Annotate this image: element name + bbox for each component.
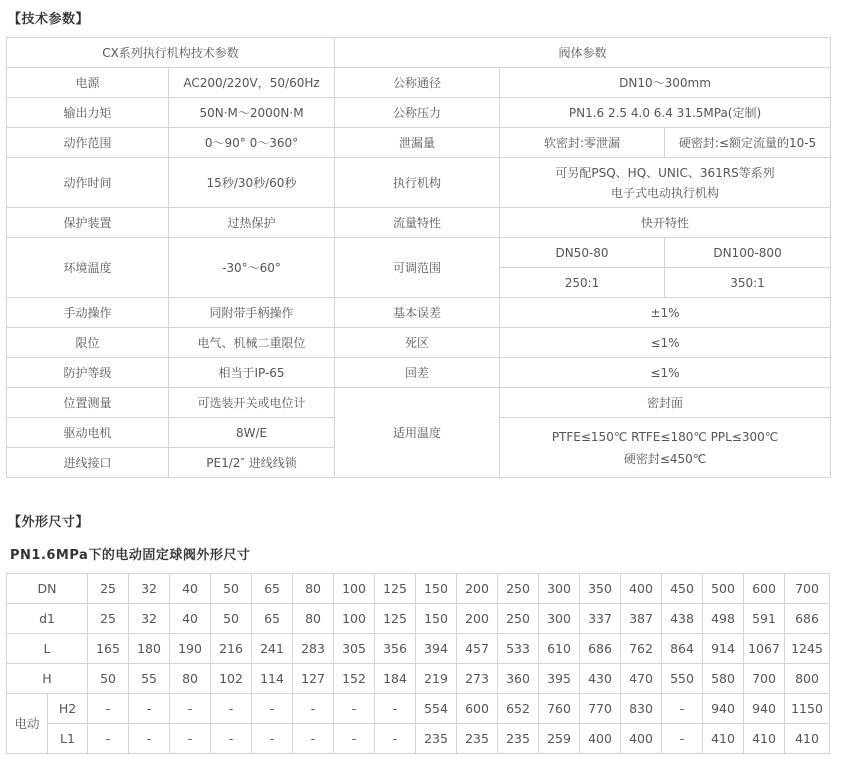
dimension-value: 700 <box>785 574 830 604</box>
param-value-line: 可另配PSQ、HQ、UNIC、361RS等系列 <box>555 165 775 180</box>
row-label: H <box>7 664 88 694</box>
dimension-value: 200 <box>457 574 498 604</box>
dimension-value: 235 <box>498 724 539 754</box>
dimension-value: - <box>293 724 334 754</box>
param-label: 适用温度 <box>335 388 500 478</box>
dimension-value: 1245 <box>785 634 830 664</box>
table-row <box>7 604 830 634</box>
dimension-value: 800 <box>785 664 830 694</box>
tech-params-table <box>6 37 831 478</box>
dimension-value: 125 <box>375 574 416 604</box>
row-label: DN <box>7 574 88 604</box>
param-label: 可调范围 <box>335 238 500 298</box>
dimension-value: 250 <box>498 604 539 634</box>
dimension-value: 686 <box>580 634 621 664</box>
dimension-value: 610 <box>539 634 580 664</box>
param-label: 执行机构 <box>335 158 500 208</box>
dimension-value: 235 <box>416 724 457 754</box>
dimension-value: 50 <box>88 664 129 694</box>
dimension-value: 125 <box>375 604 416 634</box>
dimension-value: 337 <box>580 604 621 634</box>
param-label: 防护等级 <box>7 358 169 388</box>
dimension-value: 127 <box>293 664 334 694</box>
dimension-value: 450 <box>662 574 703 604</box>
param-value: 快开特性 <box>500 208 831 238</box>
dimension-value: 410 <box>703 724 744 754</box>
dimension-value: 40 <box>170 604 211 634</box>
dimension-value: 350 <box>580 574 621 604</box>
dimension-value: 300 <box>539 604 580 634</box>
param-label: 保护装置 <box>7 208 169 238</box>
dimension-value: - <box>211 694 252 724</box>
param-label: 公称压力 <box>335 98 500 128</box>
dimension-value: - <box>252 724 293 754</box>
param-value: 同附带手柄操作 <box>169 298 335 328</box>
dimension-value: 914 <box>703 634 744 664</box>
table-row <box>7 694 830 724</box>
dimension-value: - <box>129 694 170 724</box>
dimension-value: 219 <box>416 664 457 694</box>
dimension-value: 80 <box>293 604 334 634</box>
dimension-value: 25 <box>88 604 129 634</box>
dimension-value: 25 <box>88 574 129 604</box>
range-value: 350:1 <box>665 268 831 298</box>
param-label: 环境温度 <box>7 238 169 298</box>
tech-params-heading: 【技术参数】 <box>8 12 90 27</box>
param-value: -30°～60° <box>169 238 335 298</box>
param-value <box>500 418 831 478</box>
dimension-value: 241 <box>252 634 293 664</box>
dimension-value: 457 <box>457 634 498 664</box>
dimension-value: - <box>129 724 170 754</box>
dimension-value: - <box>252 694 293 724</box>
dimension-value: 600 <box>457 694 498 724</box>
dimension-value: 360 <box>498 664 539 694</box>
range-value: 250:1 <box>500 268 665 298</box>
param-value: ≤1% <box>500 358 831 388</box>
dimension-value: 180 <box>129 634 170 664</box>
dimension-value: 152 <box>334 664 375 694</box>
dimension-value: 32 <box>129 604 170 634</box>
param-value: 可选装开关或电位计 <box>169 388 335 418</box>
param-value: PN1.6 2.5 4.0 6.4 31.5MPa(定制) <box>500 98 831 128</box>
dimension-value: - <box>88 724 129 754</box>
dimension-value: 100 <box>334 574 375 604</box>
param-value: 15秒/30秒/60秒 <box>169 158 335 208</box>
param-label: 公称通径 <box>335 68 500 98</box>
dimension-value: 387 <box>621 604 662 634</box>
row-label: d1 <box>7 604 88 634</box>
dimension-value: 356 <box>375 634 416 664</box>
param-value-line: 电子式电动执行机构 <box>611 185 720 200</box>
param-label: 死区 <box>335 328 500 358</box>
dimension-value: 165 <box>88 634 129 664</box>
dimension-value: 114 <box>252 664 293 694</box>
electric-group-label: 电动 <box>7 694 48 754</box>
param-label: 手动操作 <box>7 298 169 328</box>
dimension-value: 762 <box>621 634 662 664</box>
dimension-value: 250 <box>498 574 539 604</box>
dimension-value: - <box>375 724 416 754</box>
dimension-value: 235 <box>457 724 498 754</box>
dimension-value: 300 <box>539 574 580 604</box>
dimension-value: 438 <box>662 604 703 634</box>
dimension-value: 50 <box>211 574 252 604</box>
dimension-value: 65 <box>252 574 293 604</box>
dimension-value: 430 <box>580 664 621 694</box>
dimensions-subtitle: PN1.6MPa下的电动固定球阀外形尺寸 <box>10 548 251 563</box>
table-row <box>7 634 830 664</box>
param-value: PE1/2″ 进线线锁 <box>169 448 335 478</box>
dimension-value: 600 <box>744 574 785 604</box>
table-row <box>7 128 831 158</box>
param-value: 0～90° 0～360° <box>169 128 335 158</box>
param-label: 基本误差 <box>335 298 500 328</box>
row-label: H2 <box>48 694 88 724</box>
param-label: 进线接口 <box>7 448 169 478</box>
dimension-value: 410 <box>785 724 830 754</box>
table-row <box>7 664 830 694</box>
dimension-value: - <box>170 724 211 754</box>
param-value: 8W/E <box>169 418 335 448</box>
table-row <box>7 724 830 754</box>
dimension-value: - <box>170 694 211 724</box>
param-label: 驱动电机 <box>7 418 169 448</box>
dimension-value: 554 <box>416 694 457 724</box>
dimension-value: 190 <box>170 634 211 664</box>
dimension-value: - <box>211 724 252 754</box>
dimension-value: 55 <box>129 664 170 694</box>
table-row <box>7 298 831 328</box>
actuator-params-header: CX系列执行机构技术参数 <box>7 38 335 68</box>
dimension-value: 102 <box>211 664 252 694</box>
dimension-value: 283 <box>293 634 334 664</box>
valve-params-header: 阀体参数 <box>335 38 831 68</box>
param-value: 相当于IP-65 <box>169 358 335 388</box>
dimension-value: 259 <box>539 724 580 754</box>
dimension-value: 1067 <box>744 634 785 664</box>
dimension-value: 184 <box>375 664 416 694</box>
dimension-value: 940 <box>703 694 744 724</box>
dimension-value: 395 <box>539 664 580 694</box>
dimension-value: 32 <box>129 574 170 604</box>
param-value <box>500 158 831 208</box>
table-row <box>7 358 831 388</box>
table-row <box>7 328 831 358</box>
dimension-value: 940 <box>744 694 785 724</box>
dimension-value: 580 <box>703 664 744 694</box>
dimension-value: 470 <box>621 664 662 694</box>
param-label: 输出力矩 <box>7 98 169 128</box>
dimension-value: - <box>88 694 129 724</box>
dimension-value: - <box>375 694 416 724</box>
dimension-value: - <box>662 694 703 724</box>
dimension-value: 80 <box>293 574 334 604</box>
dimension-value: 305 <box>334 634 375 664</box>
table-row <box>7 208 831 238</box>
dimension-value: 700 <box>744 664 785 694</box>
param-value: 软密封:零泄漏 <box>500 128 665 158</box>
range-subheader: DN50-80 <box>500 238 665 268</box>
table-row <box>7 574 830 604</box>
dimension-value: 400 <box>580 724 621 754</box>
dimension-value: 150 <box>416 574 457 604</box>
dimension-value: 273 <box>457 664 498 694</box>
dimension-value: 394 <box>416 634 457 664</box>
dimension-value: 40 <box>170 574 211 604</box>
dimension-value: - <box>334 724 375 754</box>
param-value: 50N·M～2000N·M <box>169 98 335 128</box>
table-row <box>7 158 831 208</box>
dimension-value: 500 <box>703 574 744 604</box>
dimension-value: 65 <box>252 604 293 634</box>
dimension-value: 830 <box>621 694 662 724</box>
dimension-value: 1150 <box>785 694 830 724</box>
param-value: ≤1% <box>500 328 831 358</box>
dimension-value: - <box>662 724 703 754</box>
dimension-value: 760 <box>539 694 580 724</box>
param-value: 密封面 <box>500 388 831 418</box>
dimensions-table <box>6 573 830 754</box>
range-subheader: DN100-800 <box>665 238 831 268</box>
param-value: 硬密封:≤额定流量的10-5 <box>665 128 831 158</box>
dimension-value: 150 <box>416 604 457 634</box>
param-label: 电源 <box>7 68 169 98</box>
dimensions-heading: 【外形尺寸】 <box>8 515 90 530</box>
dimension-value: 80 <box>170 664 211 694</box>
dimension-value: 410 <box>744 724 785 754</box>
table-row <box>7 238 831 268</box>
dimension-value: 770 <box>580 694 621 724</box>
param-value: DN10～300mm <box>500 68 831 98</box>
dimension-value: 200 <box>457 604 498 634</box>
dimension-value: 50 <box>211 604 252 634</box>
param-label: 位置测量 <box>7 388 169 418</box>
param-label: 动作范围 <box>7 128 169 158</box>
param-value-line: PTFE≤150℃ RTFE≤180℃ PPL≤300℃ <box>551 429 779 444</box>
dimension-value: - <box>334 694 375 724</box>
param-value: ±1% <box>500 298 831 328</box>
dimension-value: 216 <box>211 634 252 664</box>
dimension-value: 100 <box>334 604 375 634</box>
row-label: L <box>7 634 88 664</box>
param-label: 泄漏量 <box>335 128 500 158</box>
dimension-value: 864 <box>662 634 703 664</box>
param-value-line: 硬密封≤450℃ <box>623 451 707 466</box>
table-row <box>7 98 831 128</box>
dimension-value: 686 <box>785 604 830 634</box>
dimension-value: 591 <box>744 604 785 634</box>
param-label: 限位 <box>7 328 169 358</box>
row-label: L1 <box>48 724 88 754</box>
param-value: AC200/220V，50/60Hz <box>169 68 335 98</box>
table-row <box>7 388 831 418</box>
dimension-value: 652 <box>498 694 539 724</box>
dimension-value: 498 <box>703 604 744 634</box>
dimension-value: - <box>293 694 334 724</box>
param-value: 电气、机械二重限位 <box>169 328 335 358</box>
param-label: 动作时间 <box>7 158 169 208</box>
param-label: 回差 <box>335 358 500 388</box>
dimension-value: 400 <box>621 724 662 754</box>
dimension-value: 550 <box>662 664 703 694</box>
table-row <box>7 68 831 98</box>
dimension-value: 533 <box>498 634 539 664</box>
param-label: 流量特性 <box>335 208 500 238</box>
dimension-value: 400 <box>621 574 662 604</box>
param-value: 过热保护 <box>169 208 335 238</box>
